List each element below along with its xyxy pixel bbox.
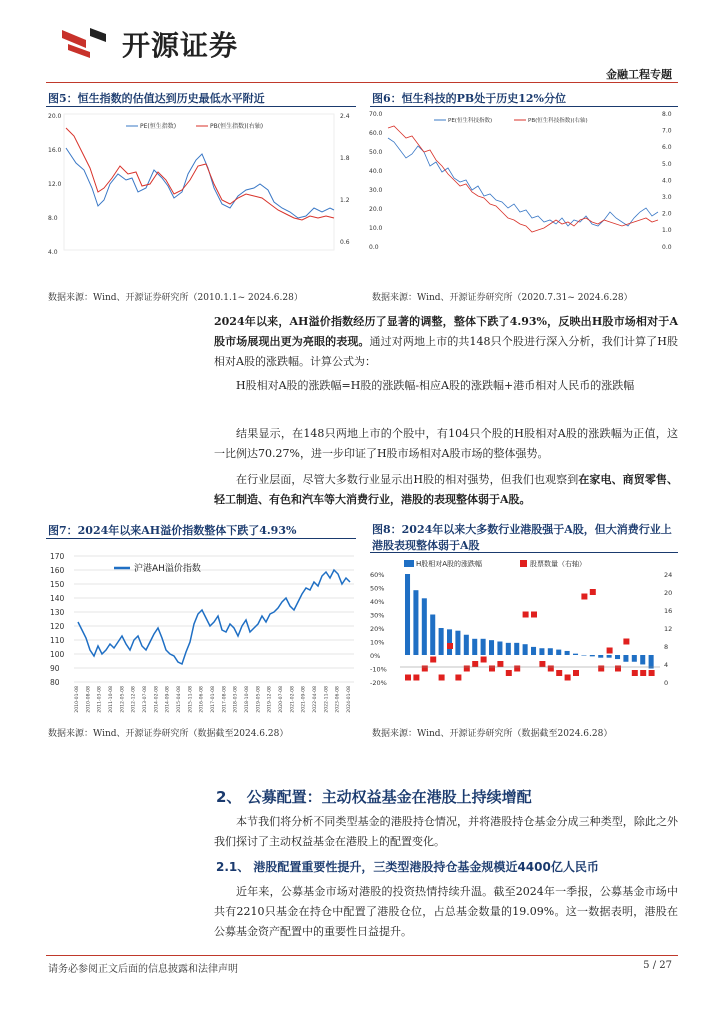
fig7-x-tick: 2014-02-08 bbox=[154, 686, 160, 713]
fig5-right-tick: 1.8 bbox=[340, 155, 350, 162]
fig8-bar bbox=[573, 654, 578, 655]
fig6-right-tick: 5.0 bbox=[662, 160, 672, 168]
fig5-right-tick: 2.4 bbox=[340, 113, 350, 120]
paragraph-1 bbox=[214, 312, 678, 372]
fig8-bar bbox=[489, 640, 494, 655]
fig8-bar bbox=[565, 651, 570, 655]
fig7-legend: 沪港AH溢价指数 bbox=[134, 564, 201, 574]
fig7-x-tick: 2017-01-08 bbox=[211, 686, 216, 713]
fig7-x-tick: 2024-01-08 bbox=[347, 686, 352, 713]
fig8-left-tick: 10% bbox=[370, 638, 385, 647]
fig8-count-marker bbox=[632, 670, 638, 676]
brand-name: 开源证券 bbox=[122, 29, 239, 62]
fig8-bar bbox=[481, 639, 486, 655]
fig8-right-tick: 12 bbox=[664, 625, 673, 633]
paragraph-2: 结果显示，在148只两地上市的个股中，有104只个股的H股相对A股的涨跌幅为正值，这一比例达70.27%，进一步印证了H股市场相对A股市场的整体强势。 bbox=[214, 427, 678, 460]
fig8-bar bbox=[523, 644, 528, 655]
fig6-legend-pb: PB(恒生科技指数)(右轴) bbox=[528, 118, 588, 124]
fig6-right-tick: 1.0 bbox=[662, 227, 672, 235]
fig6-right-tick: 6.0 bbox=[662, 144, 672, 152]
fig6-source: 数据来源：Wind、开源证券研究所（2020.7.31~ 2024.6.28） bbox=[372, 293, 633, 303]
fig8-right-tick: 8 bbox=[664, 643, 669, 651]
section-2-1-paragraph: 近年来，公募基金市场对港股的投资热情持续升温。截至2024年一季报，公募基金市场中共有2210只基金在持仓中配置了港股仓位，占总基金数量的19.09%。这一数据表明，港股在公募基金资产配置中的重要性日益提升。 bbox=[214, 885, 678, 938]
page-number: 5 / 27 bbox=[643, 960, 672, 971]
fig7-chart bbox=[46, 546, 358, 722]
fig8-bar bbox=[548, 648, 553, 655]
fig8-count-marker bbox=[439, 675, 445, 681]
fig8-legend bbox=[404, 559, 586, 568]
fig7-x-tick: 2011-10-08 bbox=[109, 686, 114, 713]
fig7-y-tick: 130 bbox=[50, 608, 65, 617]
fig7-x-tick: 2016-06-08 bbox=[199, 686, 205, 713]
fig8-bar bbox=[413, 590, 418, 655]
fig8-bar bbox=[447, 629, 452, 655]
fig6-right-tick: 8.0 bbox=[662, 111, 672, 118]
fig6-pb-line bbox=[388, 126, 658, 232]
fig5-left-tick: 20.0 bbox=[48, 113, 62, 120]
fig8-right-tick: 16 bbox=[664, 607, 673, 615]
fig8-left-tick: 20% bbox=[370, 625, 385, 633]
fig8-count-marker bbox=[481, 657, 487, 663]
fig8-rule bbox=[370, 552, 678, 553]
fig8-count-marker bbox=[615, 666, 621, 672]
fig8-bar bbox=[405, 574, 410, 655]
fig8-source: 数据来源：Wind、开源证券研究所（数据截至2024.6.28） bbox=[372, 729, 613, 739]
fig8-bar bbox=[430, 615, 435, 656]
fig5-chart bbox=[46, 108, 358, 288]
paragraph-3-plain: 在行业层面，尽管大多数行业显示出H股的相对强势，但我们也观察到 bbox=[236, 473, 579, 486]
fig8-count-marker bbox=[649, 670, 655, 676]
fig5-source: 数据来源：Wind、开源证券研究所（2010.1.1~ 2024.6.28） bbox=[48, 293, 303, 303]
fig5-rule bbox=[46, 106, 356, 107]
fig8-left-tick: -20% bbox=[370, 679, 387, 687]
fig7-y-tick: 100 bbox=[50, 650, 65, 659]
fig7-y-tick: 120 bbox=[50, 622, 65, 631]
fig8-left-tick: 40% bbox=[370, 598, 385, 606]
fig8-left-tick: 50% bbox=[370, 584, 385, 593]
fig5-legend-pb: PB(恒生指数)(右轴) bbox=[210, 123, 264, 130]
fig8-count-marker bbox=[573, 670, 579, 676]
report-type: 金融工程专题 bbox=[606, 68, 672, 81]
fig5-pb-line bbox=[66, 128, 334, 220]
fig7-x-tick: 2022-11-08 bbox=[324, 686, 330, 713]
paragraph-3-bold: 在家电、商贸零售、轻工制造、有色和汽车等大消费行业，港股的表现整体弱于A股。 bbox=[214, 473, 679, 506]
fig8-title: 图8：2024年以来大多数行业港股强于A股，但大消费行业上港股表现整体弱于A股 bbox=[372, 523, 672, 552]
fig8-count-marker bbox=[590, 589, 596, 595]
fig8-left-tick: 30% bbox=[370, 611, 385, 620]
fig5-right-tick: 0.6 bbox=[340, 239, 350, 246]
fig8-bar bbox=[514, 643, 519, 655]
fig8-bar bbox=[439, 628, 444, 655]
fig6-rule bbox=[370, 106, 678, 107]
fig8-count-marker bbox=[413, 675, 419, 681]
fig8-bar bbox=[464, 635, 469, 655]
fig6-left-tick: 40.0 bbox=[369, 168, 383, 175]
fig8-count-marker bbox=[506, 670, 512, 676]
fig7-source: 数据来源：Wind、开源证券研究所（数据截至2024.6.28） bbox=[48, 729, 289, 739]
fig8-count-marker bbox=[405, 675, 411, 681]
fig7-x-tick: 2012-12-08 bbox=[131, 686, 137, 713]
fig8-count-marker bbox=[430, 657, 436, 663]
fig7-x-tick: 2018-03-08 bbox=[233, 686, 239, 713]
fig7-x-tick: 2015-11-08 bbox=[188, 686, 194, 713]
fig5-pe-line bbox=[66, 148, 334, 218]
fig8-count-marker bbox=[581, 594, 587, 600]
footer-divider bbox=[46, 955, 678, 956]
paragraph-1-rest: 通过对两地上市的共148只个股进行深入分析，我们计算了H股相对A股的涨跌幅。计算公式为： bbox=[214, 335, 678, 368]
fig7-y-tick: 140 bbox=[50, 594, 65, 603]
fig8-legend-dot: 股票数量（右轴） bbox=[530, 560, 586, 568]
fig6-right-tick: 0.0 bbox=[662, 243, 672, 251]
fig7-x-tick: 2014-09-08 bbox=[165, 686, 171, 713]
fig7-x-tick: 2018-10-08 bbox=[245, 686, 250, 713]
fig6-left-tick: 0.0 bbox=[369, 244, 379, 251]
fig8-right-tick: 24 bbox=[664, 571, 673, 579]
fig8-count-marker bbox=[472, 661, 478, 667]
fig7-x-tick: 2019-12-08 bbox=[267, 686, 273, 713]
fig7-x-tick: 2017-08-08 bbox=[222, 686, 228, 713]
fig8-count-marker bbox=[497, 661, 503, 667]
fig8-bar bbox=[649, 655, 654, 669]
fig8-count-marker bbox=[623, 639, 629, 645]
fig8-left-tick: -10% bbox=[370, 665, 387, 674]
fig6-right-tick: 4.0 bbox=[662, 177, 672, 185]
fig5-left-tick: 4.0 bbox=[48, 249, 58, 256]
brand-logo-mark bbox=[56, 22, 116, 62]
section-2-intro: 本节我们将分析不同类型基金的港股持仓情况，并将港股持仓基金分成三种类型，除此之外我们探讨了主动权益基金在港股上的配置变化。 bbox=[214, 815, 678, 848]
fig8-count-marker bbox=[598, 666, 604, 672]
fig8-chart bbox=[368, 554, 678, 722]
fig6-left-tick: 50.0 bbox=[369, 149, 383, 156]
fig8-count-marker bbox=[514, 666, 520, 672]
fig7-x-tick: 2012-05-08 bbox=[120, 686, 126, 713]
fig8-bar bbox=[506, 643, 511, 655]
fig7-y-tick: 90 bbox=[50, 664, 60, 673]
fig6-right-tick: 2.0 bbox=[662, 210, 672, 218]
fig7-y-tick: 110 bbox=[50, 636, 65, 645]
section-2-heading: 2、 公募配置：主动权益基金在港股上持续增配 bbox=[216, 788, 532, 806]
fig8-count-marker bbox=[489, 666, 495, 672]
fig8-count-marker bbox=[422, 666, 428, 672]
fig8-count-marker bbox=[640, 670, 646, 676]
paragraph-3 bbox=[214, 470, 678, 510]
fig8-count-marker bbox=[548, 666, 554, 672]
fig8-right-tick: 0 bbox=[664, 679, 669, 687]
fig7-y-tick: 170 bbox=[50, 552, 65, 561]
section-2-1-heading: 2.1、 港股配置重要性提升，三类型港股持仓基金规模近4400亿人民币 bbox=[216, 860, 599, 874]
fig6-legend-pe: PE(恒生科技指数) bbox=[448, 118, 493, 124]
fig5-left-tick: 12.0 bbox=[48, 181, 62, 188]
fig5-left-tick: 8.0 bbox=[48, 215, 58, 222]
fig8-left-tick: 60% bbox=[370, 571, 385, 579]
footer-disclaimer: 请务必参阅正文后面的信息披露和法律声明 bbox=[48, 964, 238, 975]
fig5-legend-pe: PE(恒生指数) bbox=[140, 123, 177, 130]
fig7-x-tick: 2020-07-08 bbox=[279, 686, 284, 713]
fig7-y-tick: 150 bbox=[50, 580, 65, 589]
fig8-bar bbox=[640, 655, 645, 664]
fig6-pe-line bbox=[388, 138, 658, 226]
fig8-count-marker bbox=[607, 648, 613, 654]
fig6-legend bbox=[434, 116, 588, 124]
fig6-left-tick: 10.0 bbox=[369, 225, 383, 232]
fig8-bar bbox=[539, 648, 544, 655]
fig7-x-tick: 2011-03-08 bbox=[97, 686, 103, 713]
fig7-x-tick: 2010-01-08 bbox=[75, 686, 80, 713]
fig8-right-tick: 4 bbox=[664, 661, 669, 669]
fig8-count-marker bbox=[447, 643, 453, 649]
fig8-left-tick: 0% bbox=[370, 652, 381, 660]
fig7-x-tick: 2023-06-08 bbox=[335, 686, 341, 713]
fig8-count-marker bbox=[556, 670, 562, 676]
fig5-right-tick: 1.2 bbox=[340, 197, 350, 204]
fig6-chart bbox=[368, 108, 678, 288]
fig8-count-marker bbox=[523, 612, 529, 618]
fig5-title: 图5：恒生指数的估值达到历史最低水平附近 bbox=[48, 92, 265, 105]
fig8-count-marker bbox=[464, 666, 470, 672]
fig8-right-tick: 20 bbox=[664, 589, 673, 597]
fig8-bar bbox=[623, 655, 628, 662]
fig8-count-marker bbox=[531, 612, 537, 618]
fig7-x-tick: 2021-09-08 bbox=[301, 686, 307, 713]
fig8-bar bbox=[607, 655, 612, 658]
fig7-title: 图7：2024年以来AH溢价指数整体下跌了4.93% bbox=[48, 524, 297, 537]
fig8-legend-bar: H股相对A股的涨跌幅 bbox=[416, 560, 483, 568]
fig7-rule bbox=[46, 538, 356, 539]
fig5-left-tick: 16.0 bbox=[48, 147, 62, 154]
fig8-bar bbox=[581, 655, 586, 656]
fig8-bar bbox=[590, 655, 595, 656]
fig6-left-tick: 70.0 bbox=[369, 111, 383, 118]
fig7-x-tick: 2022-04-08 bbox=[313, 686, 318, 713]
paragraph-1-bold: 2024年以来，AH溢价指数经历了显著的调整，整体下跌了4.93%，反映出H股市场相对于A股市场展现出更为亮眼的表现。 bbox=[214, 315, 678, 348]
fig6-left-tick: 60.0 bbox=[369, 130, 383, 137]
header-divider bbox=[46, 82, 678, 83]
fig8-bar bbox=[632, 655, 637, 662]
fig8-bar bbox=[615, 655, 620, 659]
fig8-bar bbox=[531, 647, 536, 655]
fig7-x-tick: 2015-04-08 bbox=[177, 686, 182, 713]
fig8-bar bbox=[556, 650, 561, 655]
fig8-bar bbox=[455, 631, 460, 655]
fig6-right-tick: 3.0 bbox=[662, 194, 672, 201]
fig5-legend bbox=[126, 122, 263, 130]
fig6-left-tick: 30.0 bbox=[369, 187, 383, 194]
fig7-x-tick: 2021-02-08 bbox=[290, 686, 296, 713]
formula: H股相对A股的涨跌幅=H股的涨跌幅-相应A股的涨跌幅+港币相对人民币的涨跌幅 bbox=[236, 379, 635, 392]
fig6-title: 图6：恒生科技的PB处于历史12%分位 bbox=[372, 92, 566, 105]
fig8-bar bbox=[422, 598, 427, 655]
fig8-bar bbox=[472, 639, 477, 655]
fig8-bar bbox=[497, 642, 502, 656]
fig7-x-tick: 2010-08-08 bbox=[86, 686, 92, 713]
fig8-count-marker bbox=[539, 661, 545, 667]
fig7-x-tick: 2019-05-08 bbox=[256, 686, 262, 713]
fig8-bar bbox=[598, 655, 603, 658]
fig8-count-marker bbox=[455, 675, 461, 681]
fig7-y-tick: 80 bbox=[50, 678, 60, 687]
fig7-x-tick: 2013-07-08 bbox=[143, 686, 148, 713]
fig7-y-tick: 160 bbox=[50, 566, 65, 575]
fig6-left-tick: 20.0 bbox=[369, 206, 383, 213]
fig6-right-tick: 7.0 bbox=[662, 127, 672, 135]
fig8-count-marker bbox=[565, 675, 571, 681]
